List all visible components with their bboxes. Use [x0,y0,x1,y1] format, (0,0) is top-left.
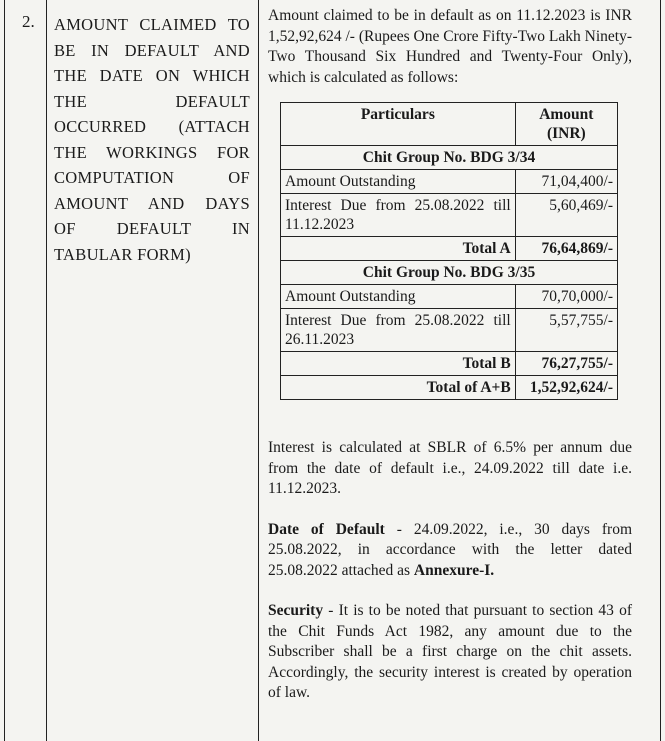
table-row [281,285,618,309]
row-heading [54,12,250,267]
a-interest-label: Interest Due from 25.08.2022 till 11.12.2023 [281,194,516,237]
total-row [281,237,618,261]
total-ab-label: Total of A+B [281,376,516,400]
total-a-value: 76,64,869/- [515,237,617,261]
grand-total-row [281,376,618,400]
table-border-right [660,0,661,741]
default-text: - 24.09.2022, i.e., 30 days from 25.08.2022, in accordance with the letter dated 25.08.2022 attached as [268,520,632,579]
default-label: Date of Default [268,520,385,538]
b-interest-label: Interest Due from 25.08.2022 till 26.11.2023 [281,309,516,352]
table-row [281,194,618,237]
table-row [281,309,618,352]
a-outstanding-label: Amount Outstanding [281,170,516,194]
total-ab-value: 1,52,92,624/- [515,376,617,400]
header-amount: Amount (INR) [515,103,617,146]
b-outstanding-label: Amount Outstanding [281,285,516,309]
serial-number: 2. [22,12,35,31]
interest-paragraph: Interest is calculated at SBLR of 6.5% per annum due from the date of default i.e., 24.09.2022 till date i.e. 11.12.2023. [268,439,632,497]
heading-line: THE DEFAULT [54,91,250,111]
heading-line: OF DEFAULT IN [54,219,250,238]
table-border-serial [46,0,47,741]
heading-line: THE WORKINGS FOR [54,142,250,162]
group-b-title: Chit Group No. BDG 3/35 [281,261,618,285]
total-row [281,352,618,376]
b-outstanding-value: 70,70,000/- [515,285,617,309]
table-border-left [4,0,5,741]
heading-line: AMOUNT CLAIMED TO [54,15,250,34]
table-header-row [281,103,618,146]
a-interest-value: 5,60,469/- [515,194,617,237]
heading-line: THE DATE ON WHICH [54,66,250,85]
security-text: - It is to be noted that pursuant to section 43 of the Chit Funds Act 1982, any amount due to the Subscriber shall be a first charge on the chit assets. Accordingly, the security interest is created by operation of law. [268,602,632,701]
calculation-table [280,102,618,400]
heading-line: BE IN DEFAULT AND [54,40,250,60]
heading-line: OCCURRED (ATTACH [54,117,250,136]
security-paragraph [268,601,632,704]
total-a-label: Total A [281,237,516,261]
group-row [281,261,618,285]
heading-line: COMPUTATION OF [54,168,250,187]
default-paragraph [268,520,632,582]
header-particulars: Particulars [281,103,516,146]
group-a-title: Chit Group No. BDG 3/34 [281,146,618,170]
b-interest-value: 5,57,755/- [515,309,617,352]
group-row [281,146,618,170]
claim-intro: Amount claimed to be in default as on 11.12.2023 is INR 1,52,92,624 /- (Rupees One Crore Fifty-Two Lakh Ninety-Two Thousand Six Hundred and Twenty-Four Only), which is calculated as follows: [268,7,632,86]
total-b-value: 76,27,755/- [515,352,617,376]
table-row [281,170,618,194]
heading-line: TABULAR FORM) [54,244,191,264]
a-outstanding-value: 71,04,400/- [515,170,617,194]
security-label: Security [268,602,324,619]
row-content [268,6,632,719]
table-border-middle [258,0,259,741]
total-b-label: Total B [281,352,516,376]
annexure-ref: Annexure-I. [413,561,495,579]
heading-line: AMOUNT AND DAYS [54,193,250,213]
